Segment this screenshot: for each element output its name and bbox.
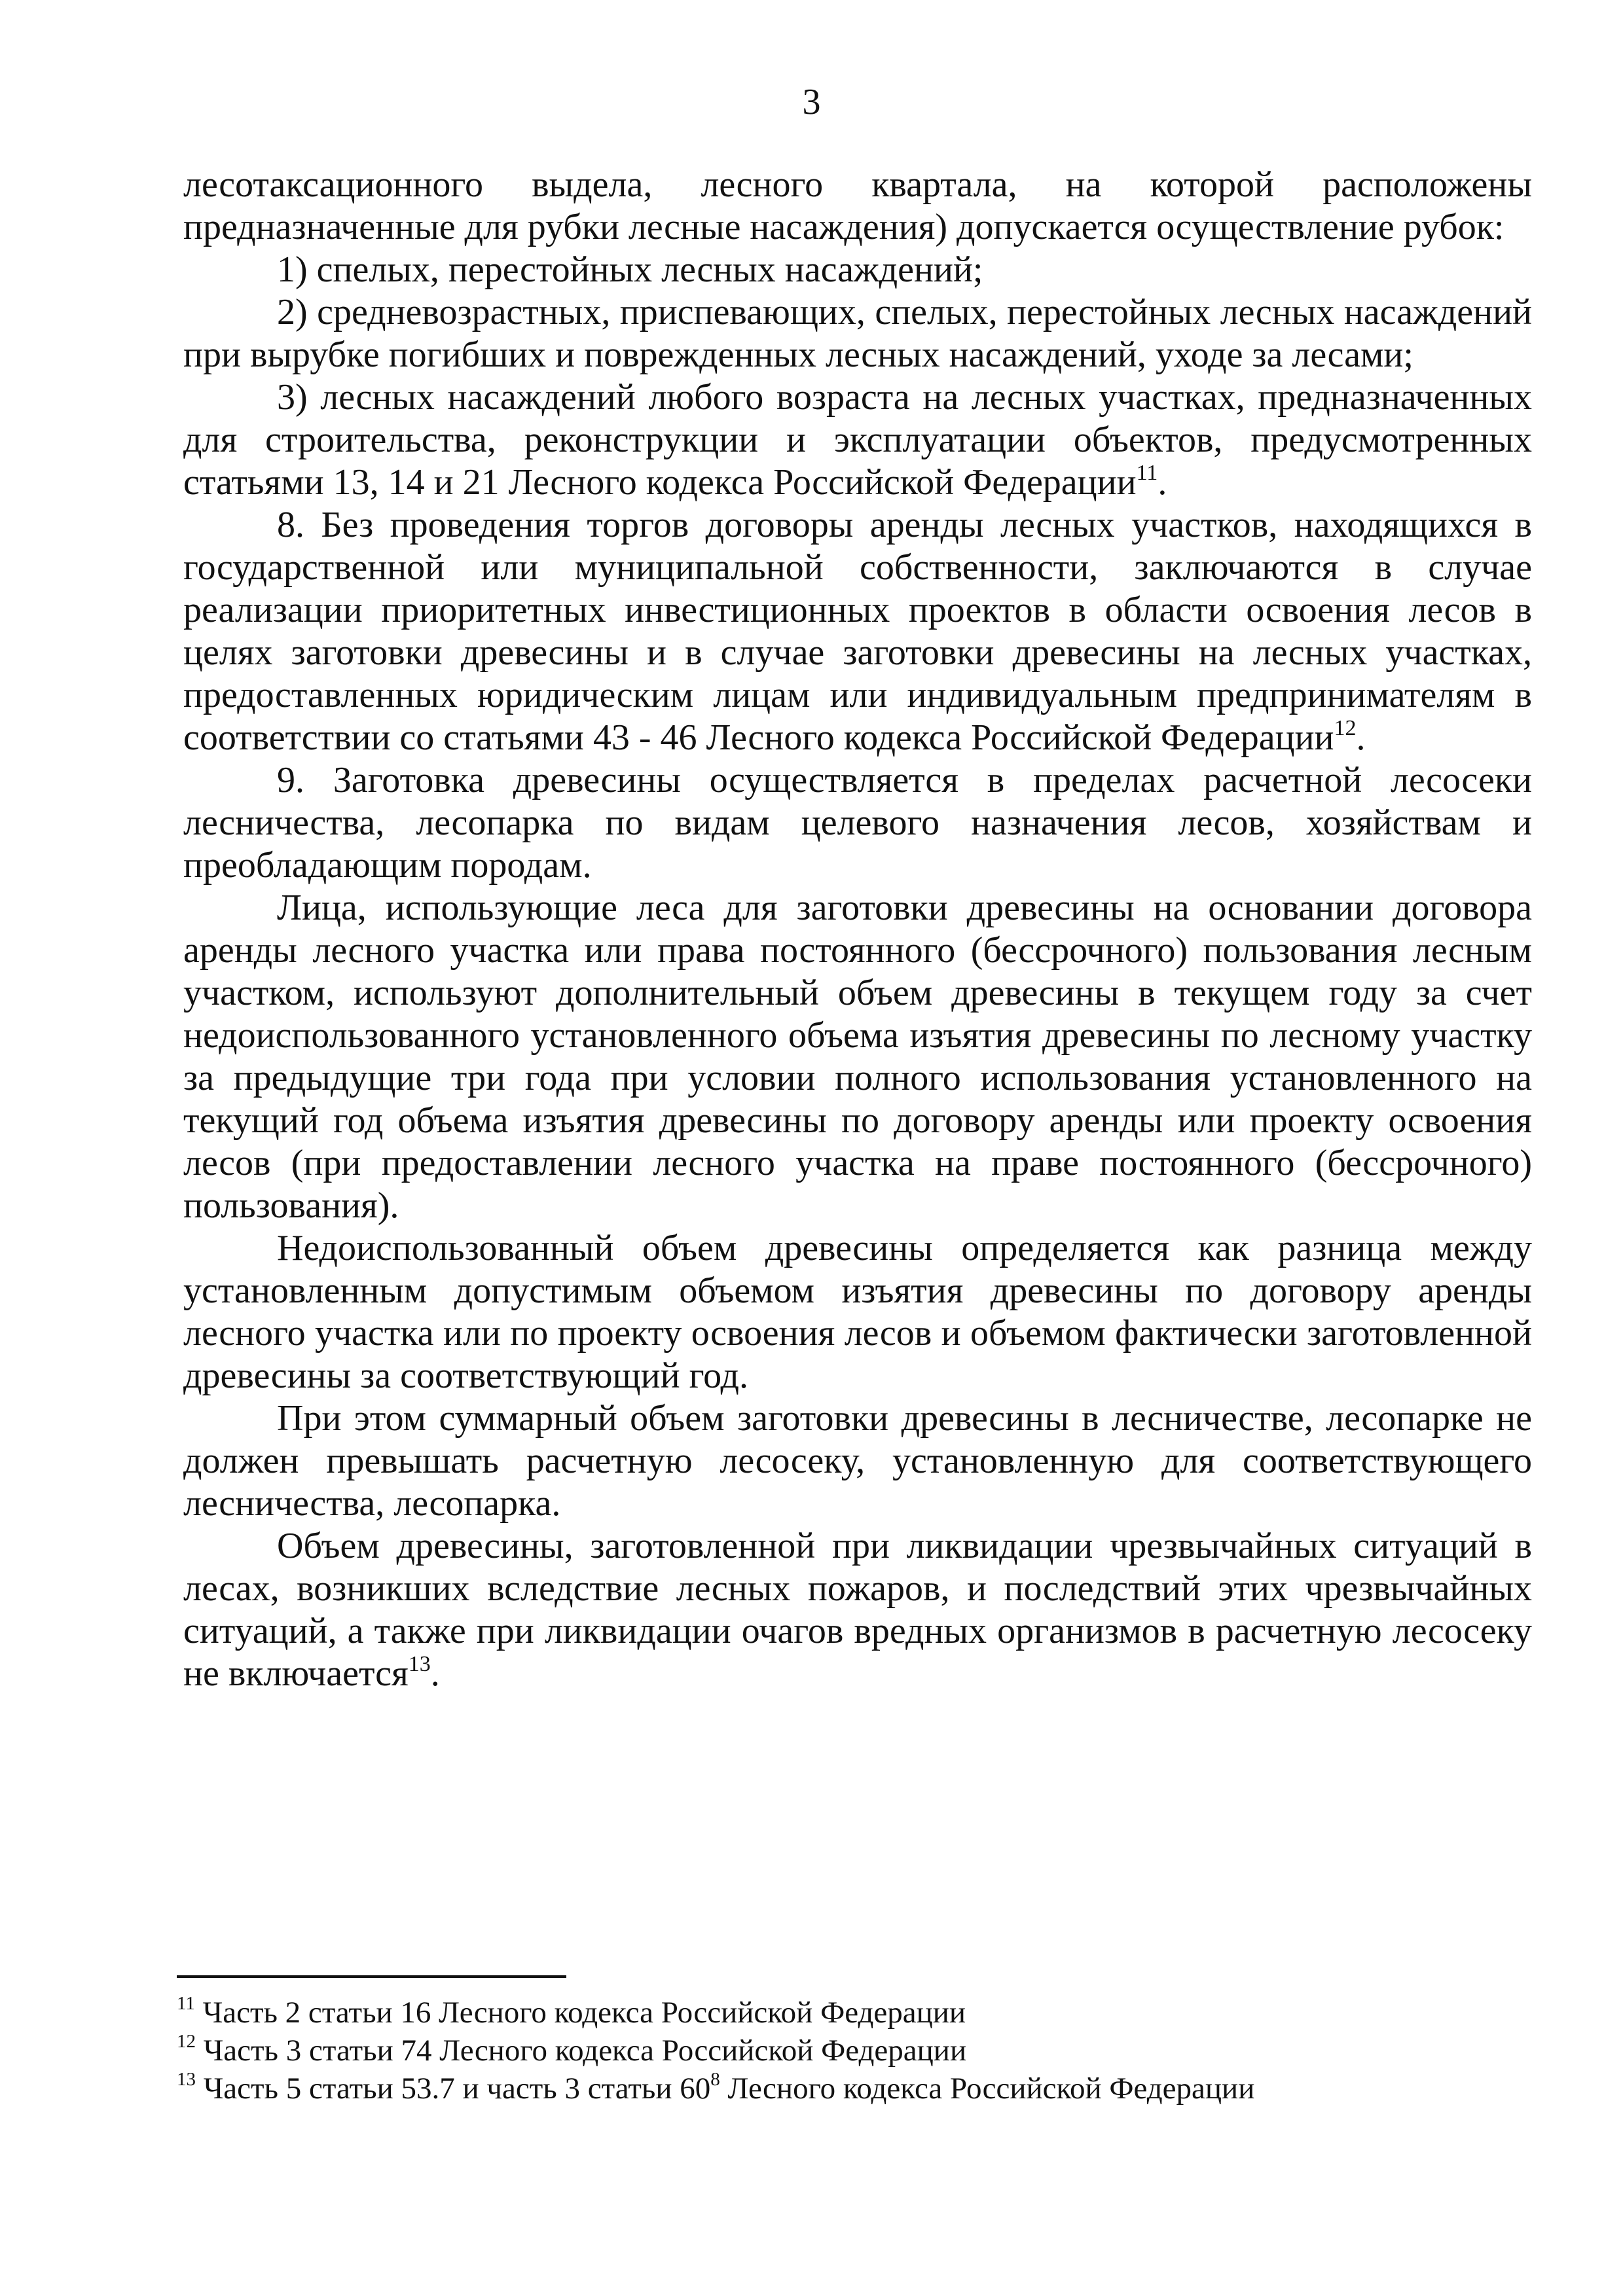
- footnote-text: Часть 5 статьи 53.7 и часть 3 статьи 60: [196, 2072, 711, 2106]
- footnote-text: Часть 2 статьи 16 Лесного кодекса Российской Федерации: [194, 1996, 966, 2030]
- paragraph-9-persons: Лица, использующие леса для заготовки древесины на основании договора аренды лесного участка или права постоянного (бессрочного) пользования лесным участком, используют дополнительный объем древесины в текущем году за счет недоиспользованного установленного объема изъятия древесины по лесному участку за предыдущие три года при условии полного использования установленного на текущий год объема изъятия древесины по договору аренды или проекту освоения лесов (при предоставлении лесного участка на праве постоянного (бессрочного) пользования).: [183, 888, 1532, 1226]
- paragraph-continuation: лесотаксационного выдела, лесного квартала, на которой расположены предназначенные для рубки лесные насаждения) допускается осуществление рубок:: [183, 164, 1532, 247]
- footnote-ref-11: 11: [1136, 461, 1158, 485]
- footnote-separator: [177, 1975, 566, 1978]
- footnote-ref-13: 13: [408, 1652, 431, 1676]
- paragraph-8-end: .: [1356, 717, 1366, 758]
- list-item-3-end: .: [1158, 462, 1167, 503]
- list-item-3: [183, 376, 1532, 504]
- paragraph-9-emergency-end: .: [430, 1653, 440, 1694]
- footnote-number: 13: [177, 2069, 196, 2090]
- paragraph-8-text: 8. Без проведения торгов договоры аренды лесных участков, находящихся в государственной или муниципальной собственности, заключаются в случае реализации приоритетных инвестиционных проектов в области освоения лесов в целях заготовки древесины и в случае заготовки древесины на лесных участках, предоставленных юридическим лицам или индивидуальным предпринимателям в соответствии со статьями 43 - 46 Лесного кодекса Российской Федерации: [183, 505, 1532, 758]
- paragraph-9-total-volume: При этом суммарный объем заготовки древесины в лесничестве, лесопарке не должен превышать расчетную лесосеку, установленную для соответствующего лесничества, лесопарка.: [183, 1398, 1532, 1524]
- footnote-13: [177, 2070, 1486, 2108]
- article-superscript: 8: [710, 2069, 720, 2090]
- document-body: [183, 164, 1532, 1695]
- footnotes: [177, 1994, 1486, 2108]
- paragraph-8: [183, 504, 1532, 759]
- paragraph-9-emergency-text: Объем древесины, заготовленной при ликвидации чрезвычайных ситуаций в лесах, возникших вследствие лесных пожаров, и последствий этих чрезвычайных ситуаций, а также при ликвидации очагов вредных организмов в расчетную лесосеку не включается: [183, 1526, 1532, 1694]
- footnote-number: 12: [177, 2031, 196, 2052]
- list-item-3-text: 3) лесных насаждений любого возраста на лесных участках, предназначенных для строительства, реконструкции и эксплуатации объектов, предусмотренных статьями 13, 14 и 21 Лесного кодекса Российской Федерации: [183, 377, 1532, 503]
- paragraph-9: 9. Заготовка древесины осуществляется в пределах расчетной лесосеки лесничества, лесопарка по видам целевого назначения лесов, хозяйствам и преобладающим породам.: [183, 760, 1532, 886]
- footnote-12: [177, 2032, 1486, 2070]
- footnote-text: Часть 3 статьи 74 Лесного кодекса Российской Федерации: [196, 2034, 967, 2068]
- footnote-number: 11: [177, 1993, 195, 2014]
- list-item-1: 1) спелых, перестойных лесных насаждений;: [277, 249, 983, 290]
- paragraph-9-unused-volume: Недоиспользованный объем древесины определяется как разница между установленным допустимым объемом изъятия древесины по договору аренды лесного участка или по проекту освоения лесов и объемом фактически заготовленной древесины за соответствующий год.: [183, 1228, 1532, 1396]
- paragraph-9-emergency: [183, 1525, 1532, 1695]
- footnote-text-tail: Лесного кодекса Российской Федерации: [720, 2072, 1255, 2106]
- list-item-2: 2) средневозрастных, приспевающих, спелых, перестойных лесных насаждений при вырубке погибших и поврежденных лесных насаждений, уходе за лесами;: [183, 292, 1532, 375]
- page-number: 3: [802, 82, 821, 122]
- footnote-11: [177, 1994, 1486, 2032]
- footnote-ref-12: 12: [1334, 716, 1357, 740]
